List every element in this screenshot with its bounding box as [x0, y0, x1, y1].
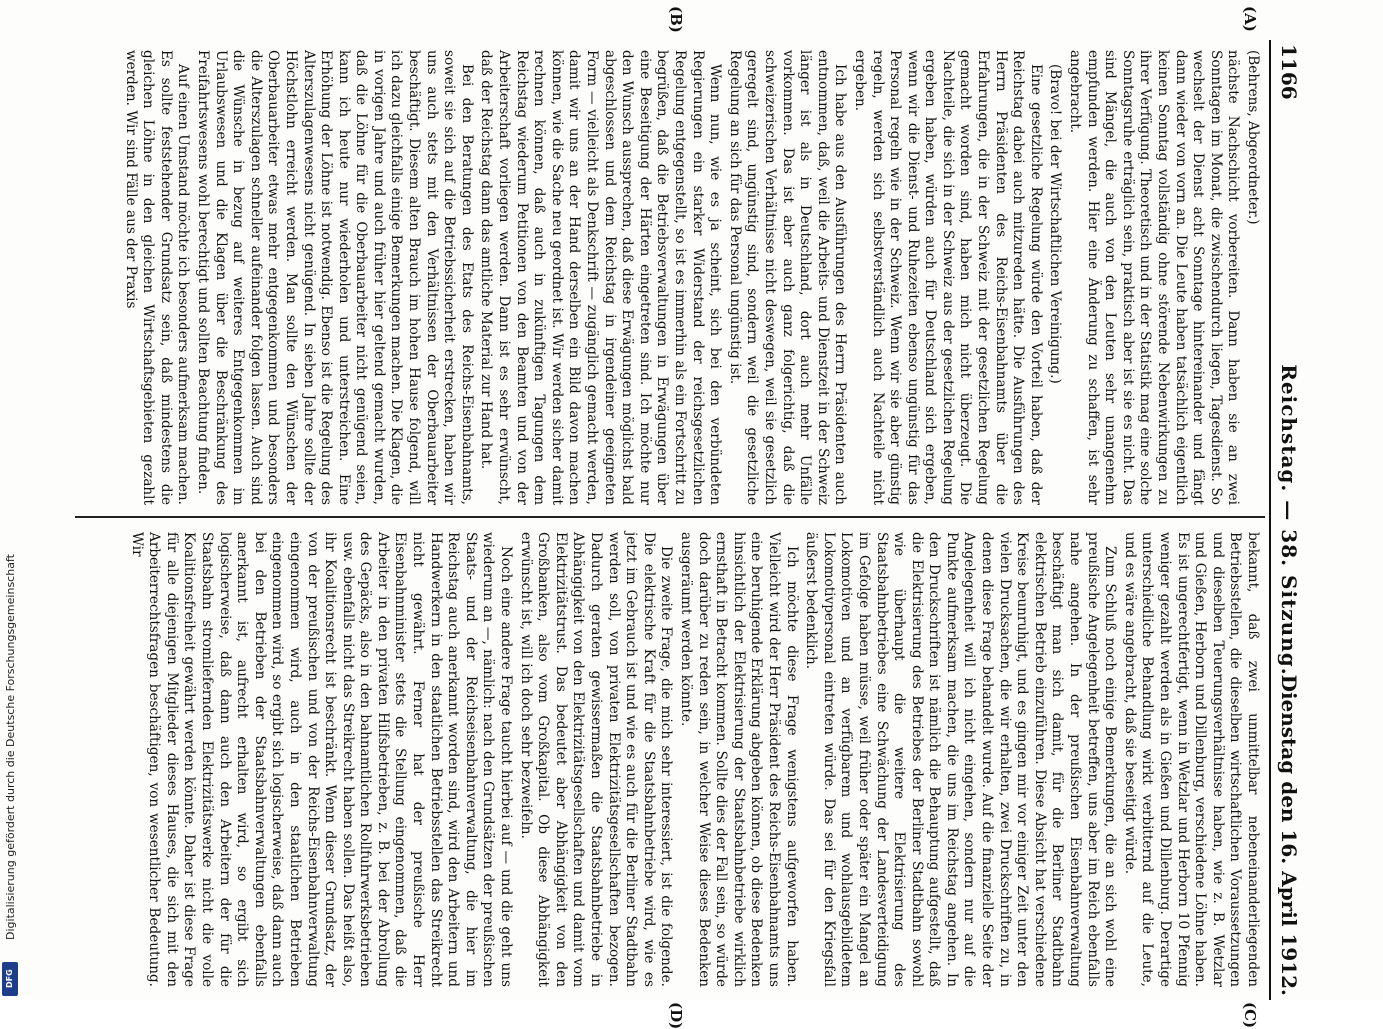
page-date: Dienstag den 16. April 1912.	[1277, 674, 1301, 996]
paragraph: Auf einen Umstand möchte ich besonders aufmerksam machen. Es sollte feststehender Grundsatz sein, daß mindestens die gleichen Löhne in den gleichen Wirtschaftsgebieten gezahlt werden. Wir sind Fälle aus der Praxis	[122, 50, 192, 505]
paragraph: nächste Nachschicht vorbereiten. Dann haben sie an zwei Sonntagen im Monat, die zwischendurch liegen, Tagesdienst. So wechselt der Dienst acht Sonntage hintereinander und fängt dann wieder von vorn an. Die Leute haben tatsächlich eigentlich keinen Sonntag vollständig ohne störende Nebenwirkungen zu ihrer Verfügung. Theoretisch und in der Statistik mag eine solche Sonntagsruhe erträglich sein, praktisch aber ist sie es nicht. Das sind Mängel, die auch von den Leuten sehr unangenehm empfunden werden. Hier eine Änderung zu schaffen, ist sehr angebracht.	[1067, 50, 1242, 505]
marker-d: (D)	[667, 1002, 685, 1029]
paragraph: Noch eine andere Frage taucht hierbei auf — und die geht uns wiederum an —, nämlich: nach den Grundsätzen der preußischen Staats- und der Reichseisenbahnverwaltung, die hier im Reichstag auch anerkannt worden sind, wird den Arbeitern und Handwerkern in den staatlichen Betriebsstellen das Streikrecht nicht gewährt. Ferner hat der preußische Herr Eisenbahnminister stets die Stellung eingenommen, daß die Arbeiter in den privaten Hilfsbetrieben, z. B. bei der Abrollung des Gepäcks, also in den bahnamtlichen Rollfuhrwerksbetrieben usw. ebenfalls nicht das Streikrecht haben sollen. Das heißt also, ihr Koalitionsrecht ist beschränkt. Wenn dieser Grundsatz, der von der preußischen und von der Reichs-Eisenbahnverwaltung eingenommen wird, auch in den staatlichen Betrieben eingenommen wird, so ergibt sich logischerweise, daß dann auch bei den Betrieben der Staatsbahnverwaltungen ebenfalls anerkannt ist, aufrecht erhalten wird, so ergibt sich logischerweise, daß dann auch den Arbeitern der für die Staatsbahn stromliefernden Elektrizitätswerke nicht die volle Koalitionsfreiheit gewährt werden könnte. Daher ist diese Frage für alle diejenigen Mitglieder dieses Hauses, die sich mit den Arbeiterrechtsfragen beschäftigen, von wesentlicher Bedeutung. Wir	[128, 532, 515, 987]
paragraph: Zum Schluß noch einige Bemerkungen, die an sich wohl eine preußische Angelegenheit betreffen, uns aber im Reich ebenfalls nahe angehen. In der preußischen Eisenbahnverwaltung beschäftigt man sich damit, für die Berliner Stadtbahn elektrischen Betrieb einzuführen. Diese Absicht hat verschiedene Kreise beunruhigt, und es gingen mir vor einiger Zeit unter den vielen Drucksachen, die wir erhalten, zwei Druckschriften zu, in denen diese Frage behandelt wurde. Auf die finanzielle Seite der Angelegenheit will ich nicht eingehen, sondern nur auf die Punkte aufmerksam machen, die uns im Reichstag angehen. In den Druckschriften ist nämlich die Behauptung aufgestellt, daß die Elektrisierung des Betriebes der Berliner Stadtbahn sowohl wie überhaupt die weitere Elektrisierung des Staatsbahnbetriebes eine Schwächung der Landesverteidigung im Gefolge haben müsse, weil früher oder später ein Mangel an Lokomotiven und an verfügbarem und wohlausgebildetem Lokomotivpersonal eintreten würde. Das sei für den Kriegsfall äußerst bedenklich.	[803, 532, 1119, 987]
marker-c: (C)	[1241, 1002, 1259, 1029]
page-title: Reichstag. — 38. Sitzung.	[1277, 364, 1301, 676]
newspaper-sheet	[65, 6, 1305, 1029]
column-divider	[75, 516, 1265, 518]
page-number: 1166	[1277, 44, 1301, 100]
left-column	[81, 50, 1261, 505]
paragraph: Ich möchte diese Frage wenigstens aufgeworfen haben. Vielleicht wird der Herr Präsident des Reichs-Eisenbahnamts uns eine beruhigende Erklärung abgeben können, ob diese Bedenken hinsichtlich der Elektrisierung der Staatsbahnbetriebe wirklich ernsthaft in Betracht kommen. Sollte dies der Fall sein, so würde doch darüber zu reden sein, in welcher Weise dieses Bedenken ausgeräumt werden könnte.	[678, 532, 800, 987]
marker-b: (B)	[667, 6, 685, 33]
speaker-line: (Behrens, Abgeordneter.)	[1245, 50, 1261, 225]
paragraph: Ich habe aus den Ausführungen des Herrn Präsidenten auch entnommen, daß, weil die Arbeits- und Dienstzeit in der Schweiz länger ist als in Deutschland, dort auch mehr Unfälle vorkommen. Das ist aber auch ganz folgerichtig, daß die schweizerischen Verhältnisse nicht deswegen, weil sie gesetzlich geregelt sind, ungünstig sind, sondern weil die gesetzliche Regelung an sich für das Personal ungünstig ist.	[726, 50, 849, 505]
digitization-note: Digitalisierung gefördert durch die Deutsche Forschungsgemeinschaft	[4, 554, 17, 940]
applause-note: (Bravo! bei der Wirtschaftlichen Vereinigung.)	[1047, 64, 1064, 384]
paragraph: Wenn nun, wie es ja scheint, sich bei den verbündeten Regierungen ein starker Widerstand der reichsgesetzlichen Regelung entgegenstellt, so ist es immerhin als ein Fortschritt zu begrüßen, daß die Betriebsverwaltungen in Erwägungen über eine Beseitigung der Härten eingetreten sind. Ich möchte nur den Wunsch aussprechen, daß diese Erwägungen möglichst bald abgeschlossen und dem Reichstag in irgendeiner geeigneten Form — vielleicht als Denkschrift — zugänglich gemacht werden, damit wir uns an der Hand derselben ein Bild davon machen können, wie die Sache neu geordnet ist. Wir werden sicher damit rechnen können, daß auch in zukünftigen Tagungen dem Reichstag wiederum Petitionen von den Beamten und von der Arbeiterschaft vorliegen werden. Dann ist es sehr erwünscht, daß der Reichstag dann das amtliche Material zur Hand hat.	[478, 50, 724, 505]
right-column	[81, 532, 1261, 987]
paragraph: Eine gesetzliche Regelung würde den Vorteil haben, daß der Reichstag dabei auch mitzureden hätte. Die Ausführungen des Herrn Präsidenten des Reichs-Eisenbahnamts über die Erfahrungen, die in der Schweiz mit der gesetzlichen Regelung gemacht worden sind, haben mich nicht überzeugt. Die Nachteile, die sich in der Schweiz aus der gesetzlichen Regelung ergeben haben, würden auch für Deutschland sich ergeben, wenn wir die Dienst- und Ruhezeiten ebenso ungünstig für das Personal regeln wie in der Schweiz. Wenn wir sie aber günstig regeln, werden sich selbstverständlich auch Nachteile nicht ergeben.	[851, 50, 1044, 505]
dfg-logo: DFG	[2, 962, 18, 996]
paragraph: bekannt, daß zwei unmittelbar nebeneinanderliegenden Betriebsstellen, die dieselben wirtschaftlichen Voraussetzungen und dieselben Teuerungsverhältnisse haben, wie z. B. Wetzlar und Gießen, Herborn und Dillenburg, verschiedene Löhne haben. Es ist ungerechtfertigt, wenn in Wetzlar und Herborn 10 Pfennig weniger gezahlt werden als in Gießen und Dillenburg. Derartige unterschiedliche Behandlung wirkt verbitternd auf die Leute, und es wäre angebracht, daß sie beseitigt würde.	[1121, 532, 1261, 987]
paragraph: Die zweite Frage, die mich sehr interessiert, ist die folgende. Die elektrische Kraft für die Staatsbahnbetriebe wird, wie es jetzt im Gebrauch ist und wie es auch für die Berliner Stadtbahn werden soll, von privaten Elektrizitätsgesellschaften bezogen. Dadurch geraten gewissermaßen die Staatsbahnbetriebe in Abhängigkeit von den Elektrizitätsgesellschaften und damit vom Elektrizitätstrust. Das bedeutet aber Abhängigkeit von den Großbanken, also vom Großkapital. Ob diese Abhängigkeit erwünscht ist, will ich doch sehr bezweifeln.	[517, 532, 675, 987]
paragraph: Bei den Beratungen des Etats des Reichs-Eisenbahnamts, soweit sie sich auf die Betriebssicherheit erstrecken, haben wir uns auch stets mit den Verhältnissen der Oberbauarbeiter beschäftigt. Diesem alten Brauch im hohen Hause folgend, will ich dazu gleichfalls einige Bemerkungen machen. Die Klagen, die in vorigen Jahre und auch früher hier geltend gemacht wurden, daß die Löhne für die Oberbauarbeiter nicht genügend seien, kann ich heute nur wiederholen und unterstreichen. Eine Erhöhung der Löhne ist notwendig. Ebenso ist die Regelung des Alterszulagenwesens nicht genügend. In sieben Jahre sollte der Höchstlohn erreicht werden. Man sollte den Wünschen der Oberbauarbeiter etwas mehr entgegenkommen und besonders die Alterszulagen schneller aufeinander folgen lassen. Auch sind die Wünsche in bezug auf weiteres Entgegenkommen im Urlaubswesen und die Klagen über die Beschränkung des Freifahrtswesens wohl berechtigt und sollten Beachtung finden.	[194, 50, 475, 505]
page-header	[1269, 40, 1305, 1000]
marker-a: (A)	[1241, 6, 1259, 32]
